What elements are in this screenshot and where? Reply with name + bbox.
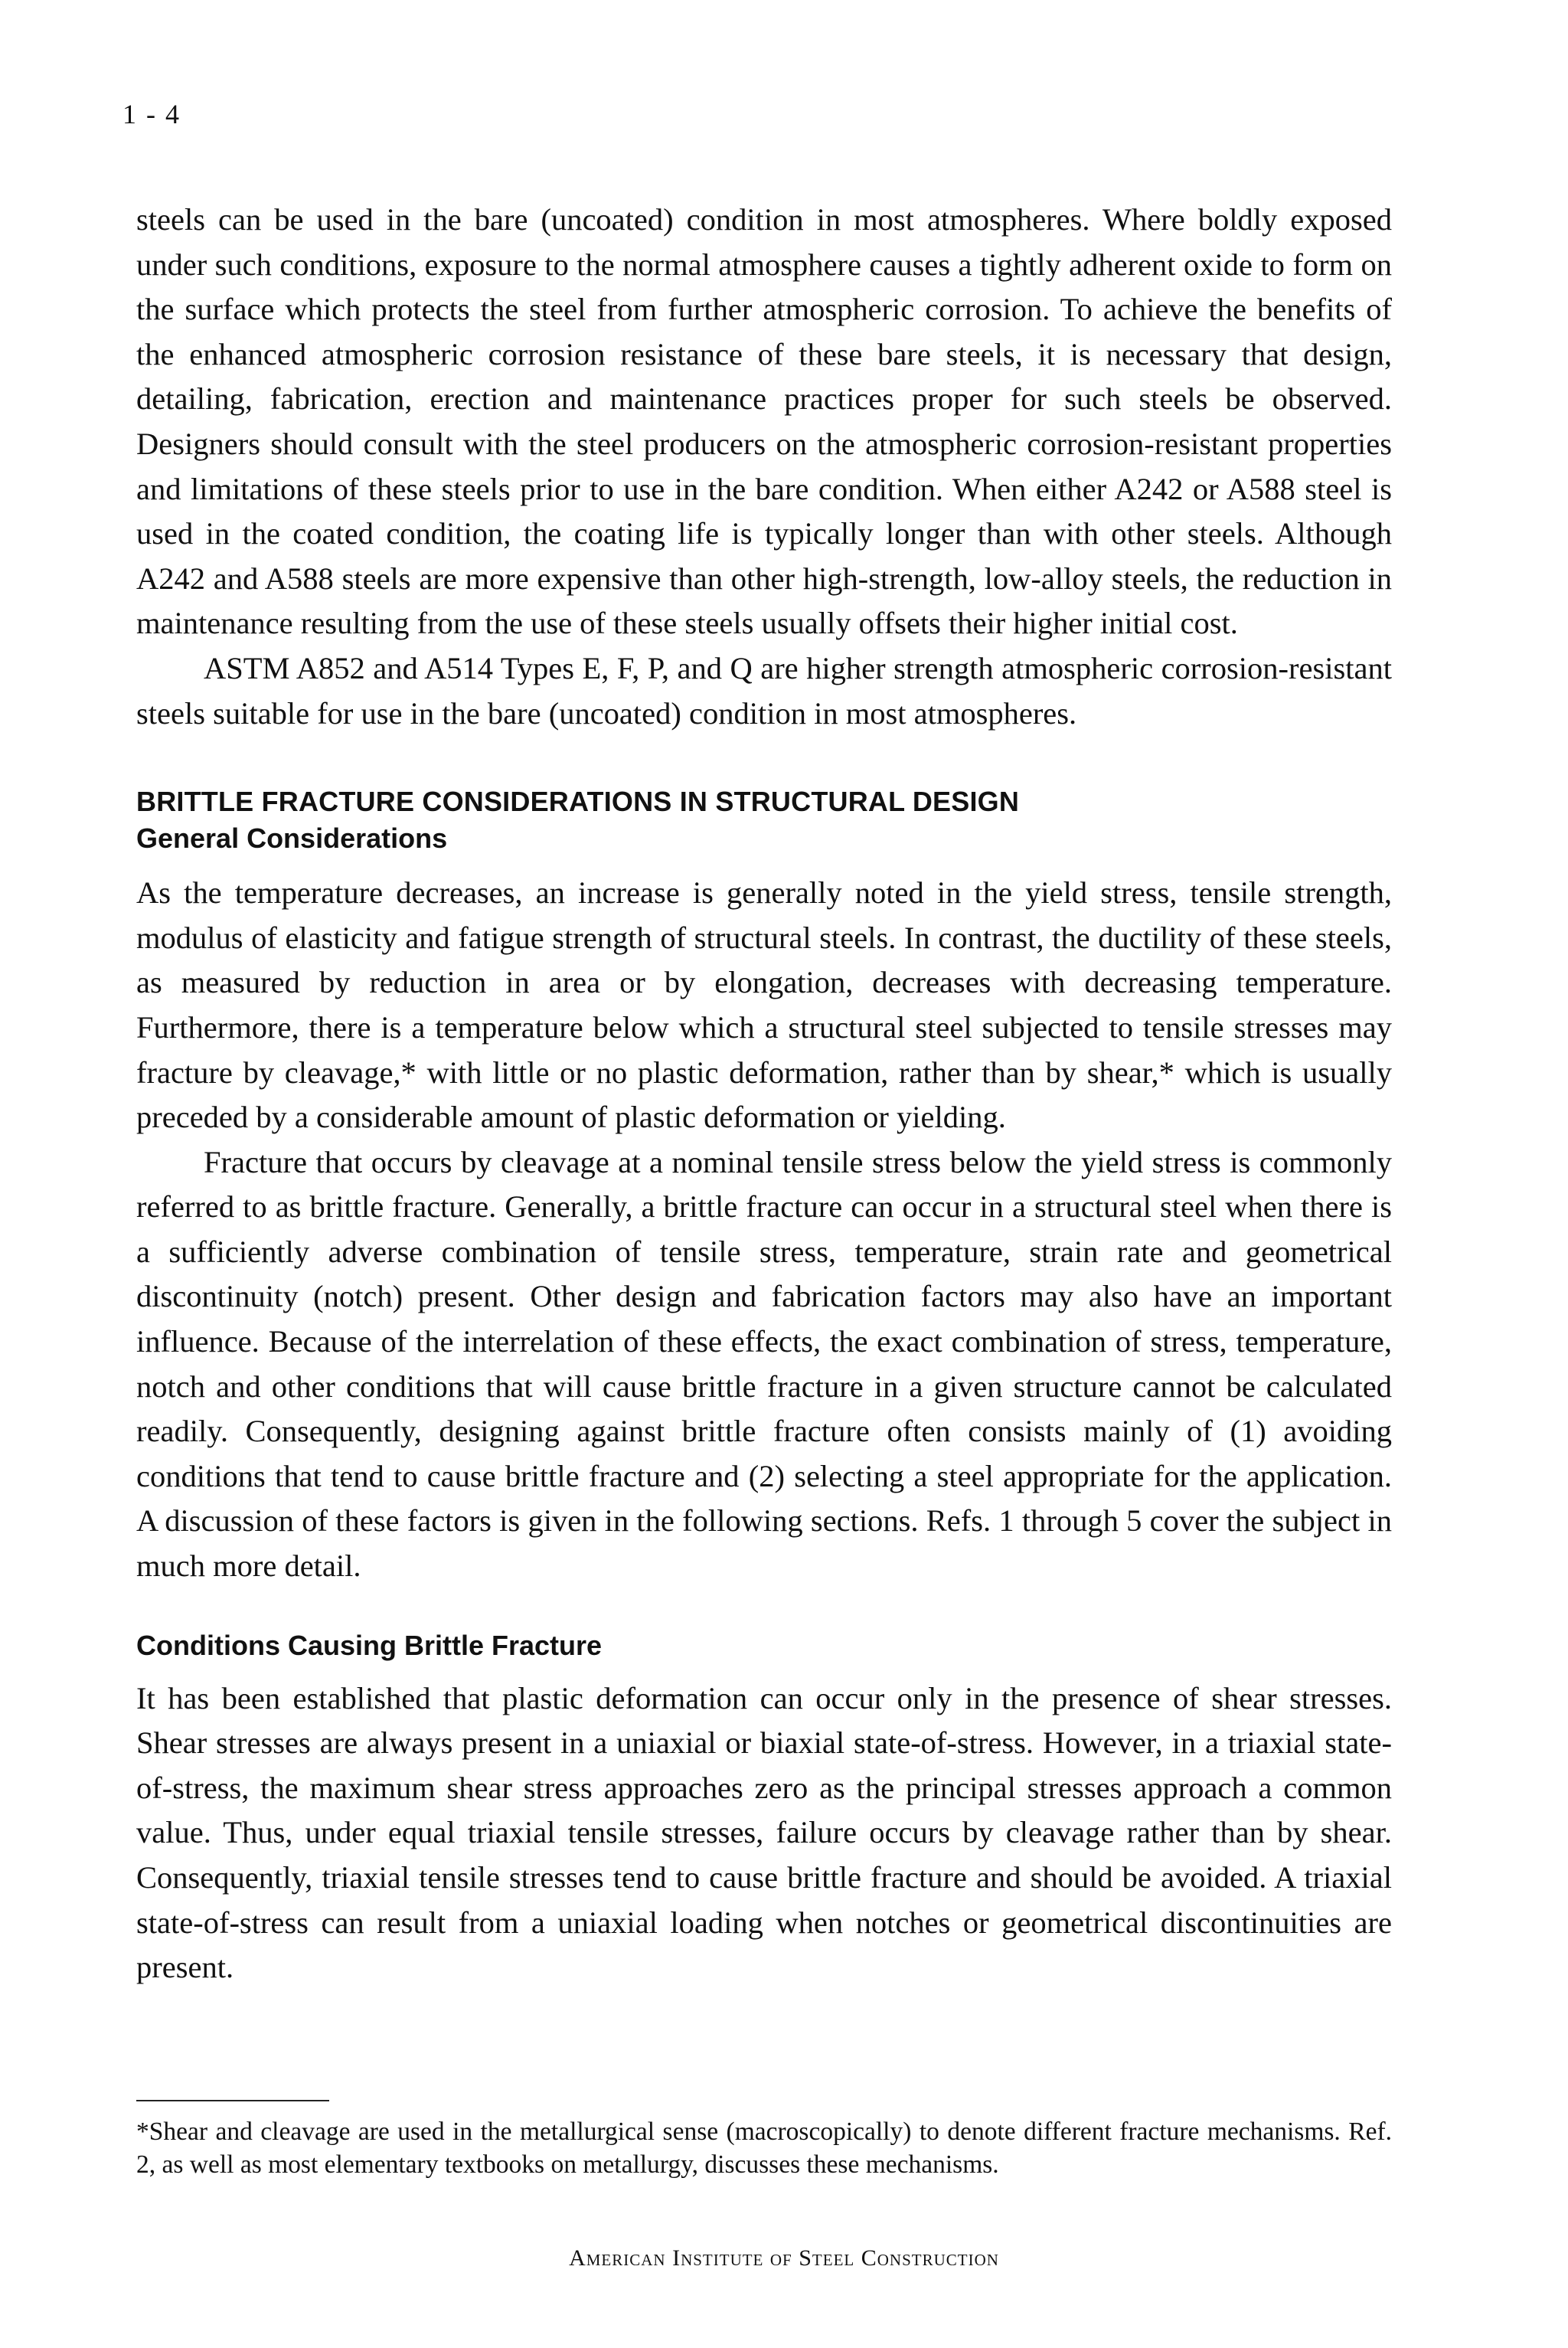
general-paragraph-2: Fracture that occurs by cleavage at a nominal tensile stress below the yield stress is commonly referred to as brittle fracture. Generally, a brittle fracture can occur in a structural steel when there is a sufficiently adverse combination of tensile stress, temperature, strain rate and geometrical discontinuity (notch) present. Other design and fabrication factors may also have an important influence. Because of the interrelation of these effects, the exact combination of stress, temperature, notch and other conditions that will cause brittle fracture in a given structure cannot be calculated readily. Consequently, designing against brittle fracture often consists mainly of (1) avoiding conditions that tend to cause brittle fracture and (2) selecting a steel appropriate for the application. A discussion of these factors is given in the following sections. Refs. 1 through 5 cover the subject in much more detail. xyxy=(136,1144,1392,1584)
body-content xyxy=(136,198,1392,1990)
intro-paragraph-1: steels can be used in the bare (uncoated) condition in most atmospheres. Where boldly exposed under such conditions, exposure to the normal atmosphere causes a tightly adherent oxide to form on the surface which protects the steel from further atmospheric corrosion. To achieve the benefits of the enhanced atmospheric corrosion resistance of these bare steels, it is necessary that design, detailing, fabrication, erection and maintenance practices proper for such steels be observed. Designers should consult with the steel producers on the atmospheric corrosion-resistant properties and limitations of these steels prior to use in the bare condition. When either A242 or A588 steel is used in the coated condition, the coating life is typically longer than with other steels. Although A242 and A588 steels are more expensive than other high-strength, low-alloy steels, the reduction in maintenance resulting from the use of these steels usually offsets their higher initial cost. xyxy=(136,202,1392,641)
subheading-conditions-brittle-fracture: Conditions Causing Brittle Fracture xyxy=(136,1629,603,1661)
general-paragraph-1: As the temperature decreases, an increase is generally noted in the yield stress, tensile strength, modulus of elasticity and fatigue strength of structural steels. In contrast, the ductility of these steels, as measured by reduction in area or by elongation, decreases with decreasing temperature. Furthermore, there is a temperature below which a structural steel subjected to tensile stresses may fracture by cleavage,* with little or no plastic deformation, rather than by shear,* which is usually preceded by a considerable amount of plastic deformation or yielding. xyxy=(136,875,1392,1135)
conditions-paragraph: It has been established that plastic deformation can occur only in the presence of shear stresses. Shear stresses are always present in a uniaxial or biaxial state-of-stress. However, in a triaxial state-of-stress, the maximum shear stress approaches zero as the principal stresses approach a common value. Thus, under equal triaxial tensile stresses, failure occurs by cleavage rather than by shear. Consequently, triaxial tensile stresses tend to cause brittle fracture and should be avoided. A triaxial state-of-stress can result from a uniaxial loading when notches or geometrical discontinuities are present. xyxy=(136,1680,1392,1985)
footnote: *Shear and cleavage are used in the metallurgical sense (macroscopically) to denote different fracture mechanisms. Ref. 2, as well as most elementary textbooks on metallurgy, discusses these mechanisms. xyxy=(136,2117,1392,2179)
intro-paragraph-2: ASTM A852 and A514 Types E, F, P, and Q are higher strength atmospheric corrosion-resistant steels suitable for use in the bare (uncoated) condition in most atmospheres. xyxy=(136,650,1392,731)
subheading-general-considerations: General Considerations xyxy=(136,822,448,855)
section-heading-brittle-fracture: BRITTLE FRACTURE CONSIDERATIONS IN STRUCTURAL DESIGN xyxy=(136,786,1020,818)
footnote-divider xyxy=(136,2100,329,2101)
page-number: 1 - 4 xyxy=(122,99,181,129)
page-footer: American Institute of Steel Construction xyxy=(569,2245,999,2271)
